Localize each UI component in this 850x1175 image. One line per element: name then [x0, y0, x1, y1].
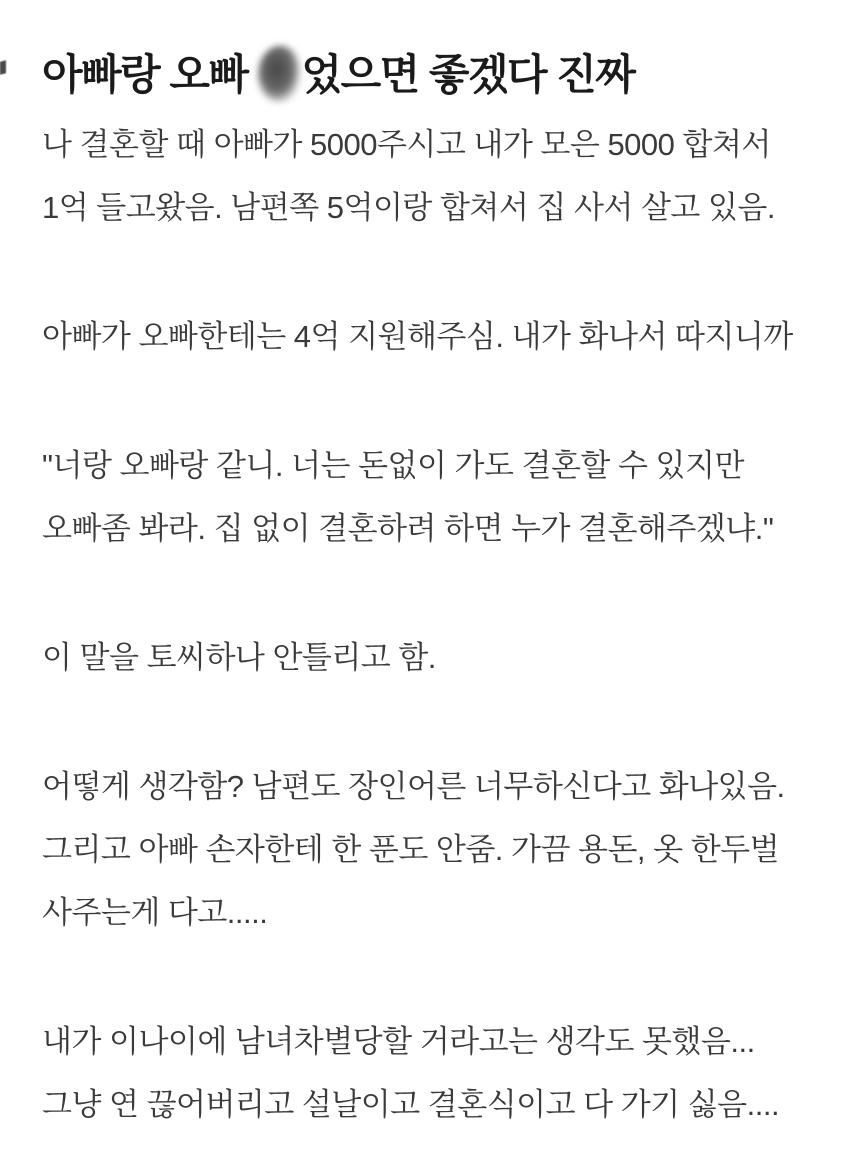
- body-line: 어떻게 생각함? 남편도 장인어른 너무하신다고 화나있음.: [42, 769, 785, 804]
- body-line: 사주는게 다고.....: [42, 895, 268, 930]
- post-paragraph: [42, 755, 820, 944]
- body-line: 나 결혼할 때 아빠가 5000주시고 내가 모은 5000 합쳐서: [42, 127, 771, 162]
- body-line: 아빠가 오빠한테는 4억 지원해주심. 내가 화나서 따지니까: [42, 319, 793, 354]
- left-edge-artifact: [0, 60, 6, 74]
- body-line: 내가 이나이에 남녀차별당할 거라고는 생각도 못했음...: [42, 1024, 755, 1059]
- censor-blur: [258, 46, 300, 102]
- title-text-before-blur: 아빠랑 오빠: [42, 51, 248, 98]
- post-body: [42, 113, 820, 1136]
- body-line: 이 말을 토씨하나 안틀리고 함.: [42, 640, 436, 675]
- body-line: 그냥 연 끊어버리고 설날이고 결혼식이고 다 가기 싫음....: [42, 1087, 780, 1122]
- post-paragraph: [42, 305, 820, 368]
- post-title: [42, 46, 820, 102]
- post-paragraph: [42, 113, 820, 239]
- body-line: 그리고 아빠 손자한테 한 푼도 안줌. 가끔 용돈, 옷 한두벌: [42, 832, 780, 867]
- post-paragraph: [42, 1010, 820, 1136]
- body-line: 1억 들고왔음. 남편쪽 5억이랑 합쳐서 집 사서 살고 있음.: [42, 190, 775, 225]
- body-line: 오빠좀 봐라. 집 없이 결혼하려 하면 누가 결혼해주겠냐.": [42, 511, 774, 546]
- post-paragraph: [42, 626, 820, 689]
- title-text-after-blur: 었으면 좋겠다 진짜: [301, 51, 635, 98]
- post-paragraph: [42, 434, 820, 560]
- body-line: "너랑 오빠랑 같니. 너는 돈없이 가도 결혼할 수 있지만: [42, 448, 744, 483]
